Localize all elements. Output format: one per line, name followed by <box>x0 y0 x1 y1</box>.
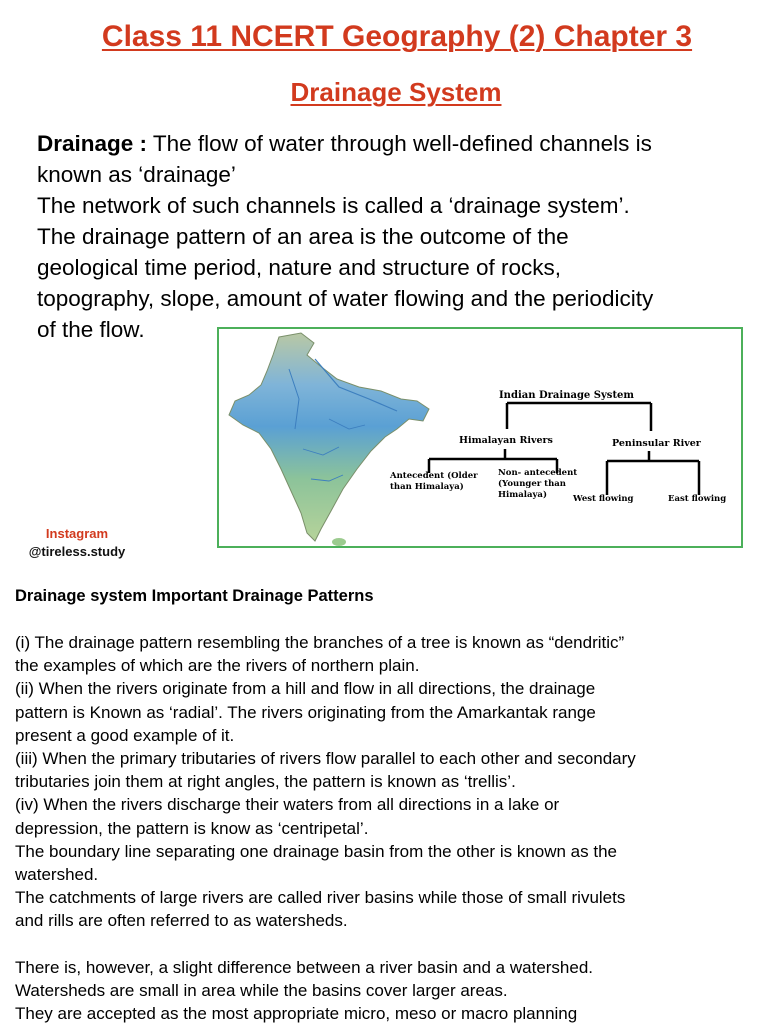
instagram-credit <box>22 525 132 561</box>
instagram-handle: @tireless.study <box>28 544 126 559</box>
body-line: They are accepted as the most appropriate micro, meso or macro planning <box>15 1004 578 1023</box>
body-line: pattern is Known as ‘radial’. The rivers originating from the Amarkantak range <box>15 702 596 722</box>
intro-line: known as ‘drainage’ <box>37 162 236 187</box>
body-line: (ii) When the rivers originate from a hill and flow in all directions, the drainage <box>15 679 596 699</box>
antecedent-label: than Himalaya) <box>390 482 464 492</box>
body-line: (iii) When the primary tributaries of rivers flow parallel to each other and secondary <box>15 748 636 768</box>
body-line: The catchments of large rivers are called river basins while those of small rivulets <box>15 888 626 908</box>
non-antecedent-label: (Younger than <box>498 479 566 489</box>
india-map-image <box>229 333 429 546</box>
instagram-label: Instagram <box>45 526 109 541</box>
east-flowing-label: East flowing <box>668 494 727 504</box>
body-line: tributaries join them at right angles, the pattern is known as ‘trellis’. <box>15 772 516 792</box>
drainage-figure <box>217 327 743 548</box>
intro-line: The drainage pattern of an area is the outcome of the <box>37 224 569 249</box>
body-line: and rills are often referred to as watersheds. <box>15 911 348 931</box>
body-line: (iv) When the rivers discharge their waters from all directions in a lake or <box>15 795 560 815</box>
west-flowing-label: West flowing <box>573 494 634 504</box>
himalayan-rivers-label: Himalayan Rivers <box>459 435 553 446</box>
intro-line: The network of such channels is called a ‘drainage system’. <box>37 193 630 218</box>
non-antecedent-label: Himalaya) <box>498 490 547 500</box>
body-line: watershed. <box>15 864 99 884</box>
page-title: Class 11 NCERT Geography (2) Chapter 3 <box>101 20 693 53</box>
intro-paragraph <box>37 128 757 345</box>
intro-line: topography, slope, amount of water flowing and the periodicity <box>37 286 654 311</box>
body-line: the examples of which are the rivers of northern plain. <box>15 656 420 676</box>
non-antecedent-label: Non- antecedent <box>498 468 578 478</box>
body-line: Watersheds are small in area while the basins cover larger areas. <box>15 980 508 1000</box>
body-line: depression, the pattern is know as ‘centripetal’. <box>15 818 369 838</box>
body-line: There is, however, a slight difference between a river basin and a watershed. <box>15 957 594 977</box>
section-subtitle: Drainage System <box>290 77 502 107</box>
patterns-heading: Drainage system Important Drainage Patterns <box>15 587 374 605</box>
paragraph-gap <box>15 932 755 955</box>
intro-line: geological time period, nature and structure of rocks, <box>37 255 562 280</box>
antecedent-label: Antecedent (Older <box>390 471 478 481</box>
tree-root-label: Indian Drainage System <box>499 390 634 401</box>
term-drainage: Drainage : <box>37 131 148 156</box>
drainage-figure-svg <box>219 329 741 546</box>
body-line: present a good example of it. <box>15 725 235 745</box>
body-line: The boundary line separating one drainage basin from the other is known as the <box>15 841 617 861</box>
intro-line: of the flow. <box>37 317 145 342</box>
definition-text: The flow of water through well-defined channels is <box>147 131 652 156</box>
patterns-body <box>15 631 755 1025</box>
peninsular-river-label: Peninsular River <box>612 438 701 449</box>
intro-line <box>37 128 757 159</box>
body-line: (i) The drainage pattern resembling the branches of a tree is known as “dendritic” <box>15 633 625 652</box>
